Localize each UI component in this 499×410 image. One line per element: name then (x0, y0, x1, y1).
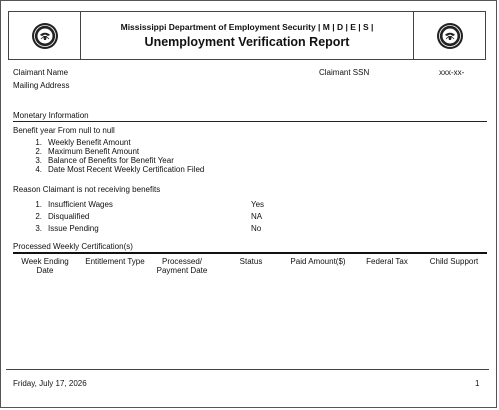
column-header-line: Federal Tax (366, 257, 408, 266)
column-header-line: Paid Amount($) (290, 257, 346, 266)
list-label: Disqualified (48, 212, 90, 221)
list-number: 3. (35, 156, 42, 165)
list-number: 2. (35, 147, 42, 156)
header-title-cell (81, 12, 413, 59)
claimant-ssn-label: Claimant SSN (319, 68, 370, 77)
monetary-list-item (29, 165, 204, 174)
reason-list-item (29, 212, 89, 221)
list-number: 2. (35, 212, 42, 221)
agency-name: Mississippi Department of Employment Security | M | D | E | S | (120, 22, 374, 32)
column-header-week-ending (15, 257, 75, 275)
list-label: Issue Pending (48, 224, 99, 233)
reasons-heading: Reason Claimant is not receiving benefits (13, 185, 161, 194)
column-header-line: Status (239, 257, 263, 266)
list-label: Weekly Benefit Amount (48, 138, 131, 147)
list-label: Insufficient Wages (48, 200, 113, 209)
list-label: Maximum Benefit Amount (48, 147, 140, 156)
column-header-paid-amount (285, 257, 351, 266)
column-header-line: Date (36, 266, 54, 275)
left-seal-cell (9, 12, 81, 59)
list-number: 1. (35, 200, 42, 209)
footer-divider (6, 369, 489, 370)
list-number: 4. (35, 165, 42, 174)
reason-list-item (29, 224, 99, 233)
reason-list-item (29, 200, 113, 209)
claimant-name-label: Claimant Name (13, 68, 69, 77)
list-label: Balance of Benefits for Benefit Year (48, 156, 174, 165)
certifications-divider (13, 252, 487, 254)
column-header-federal-tax (359, 257, 415, 266)
list-number: 3. (35, 224, 42, 233)
report-title: Unemployment Verification Report (144, 35, 350, 49)
column-header-line: Child Support (429, 257, 479, 266)
column-header-line: Week Ending (21, 257, 69, 266)
list-label: Date Most Recent Weekly Certification Filed (48, 165, 205, 174)
list-number: 1. (35, 138, 42, 147)
monetary-list-item (29, 138, 131, 147)
reason-value: No (251, 224, 262, 233)
reason-value: Yes (251, 200, 265, 209)
right-seal-cell (413, 12, 485, 59)
state-seal-icon (31, 22, 59, 50)
monetary-section-heading: Monetary Information (13, 111, 487, 122)
reason-value: NA (251, 212, 263, 221)
column-header-child-support (423, 257, 485, 266)
column-header-line: Payment Date (156, 266, 208, 275)
footer-page-number: 1 (475, 379, 480, 388)
benefit-year-text: Benefit year From null to null (13, 126, 115, 135)
monetary-list-item (29, 156, 174, 165)
mailing-address-label: Mailing Address (13, 81, 70, 90)
certifications-heading: Processed Weekly Certification(s) (13, 242, 133, 251)
column-header-processed-date (151, 257, 213, 275)
state-seal-icon (436, 22, 464, 50)
column-header-entitlement-type (81, 257, 149, 266)
claimant-ssn-value: xxx-xx- (439, 68, 465, 77)
column-header-line: Entitlement Type (85, 257, 145, 266)
column-header-line: Processed/ (161, 257, 203, 266)
report-header (8, 11, 486, 60)
footer-date: Friday, July 17, 2026 (13, 379, 87, 388)
monetary-list-item (29, 147, 139, 156)
column-header-status (231, 257, 271, 266)
